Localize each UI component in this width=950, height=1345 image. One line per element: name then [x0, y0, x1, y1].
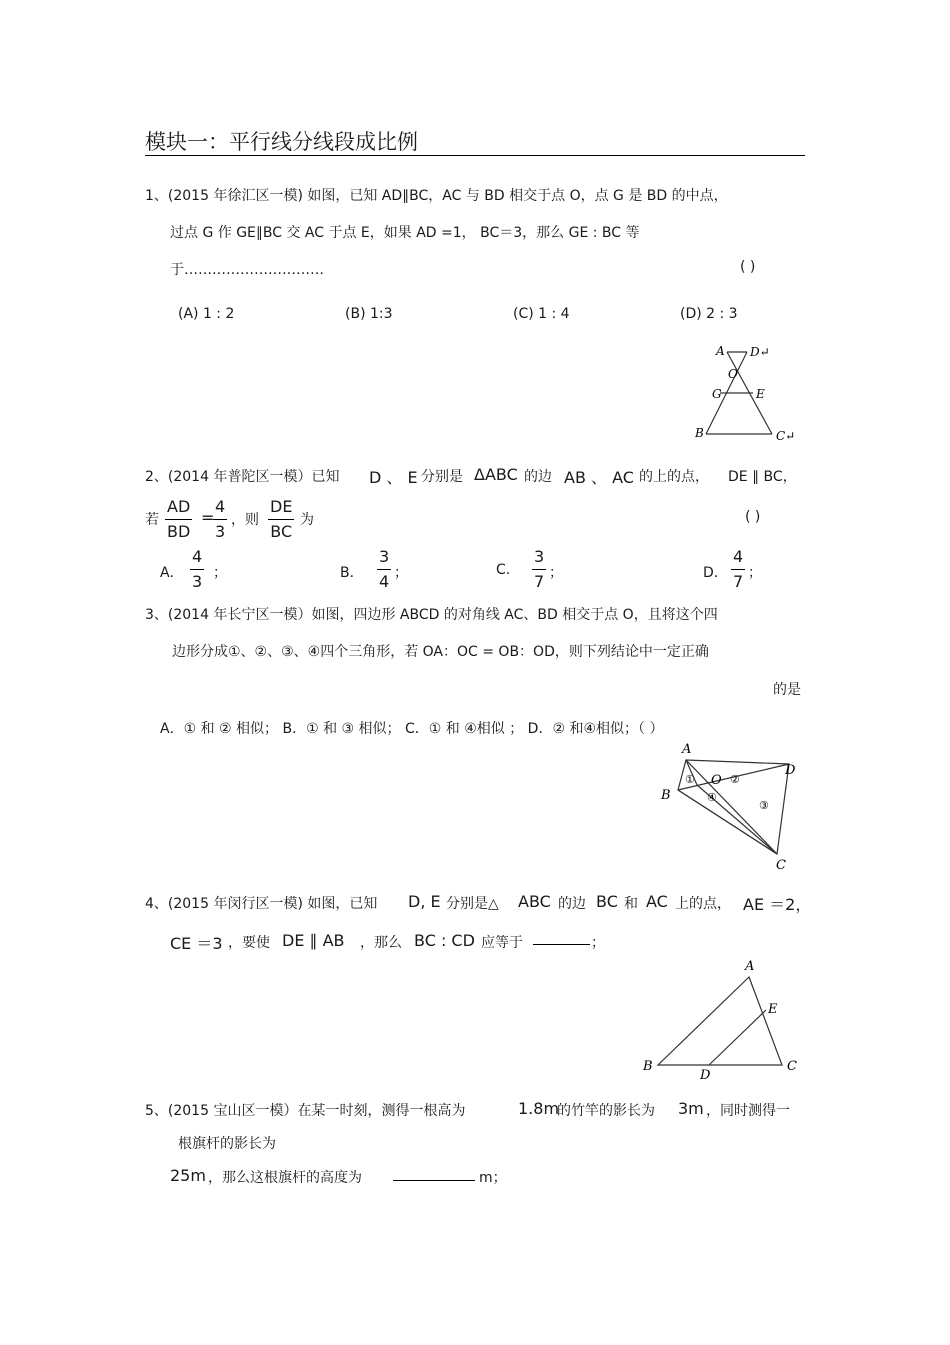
q5-answer-blank[interactable] [393, 1180, 475, 1181]
q2-fraction-de-bc [268, 497, 294, 542]
q2-option-d-tail: ； [748, 565, 762, 581]
q4-figure [635, 955, 810, 1085]
q2-option-a-label: A． [160, 565, 184, 581]
q2-option-c-label: C. [496, 562, 511, 578]
q1-label-g: G [712, 387, 722, 401]
q2-text-bian: 的边 [524, 469, 552, 485]
q5-text-meanwhile: ，同时测得一 [706, 1103, 790, 1119]
q2-option-c-den: 7 [534, 572, 545, 591]
q2-option-d-num: 4 [731, 547, 745, 570]
q5-text-height: ，那么这根旗杆的高度为 [208, 1170, 362, 1186]
q2-option-d-fraction [731, 547, 745, 592]
q4-label-e: E [768, 1002, 778, 1017]
q2-text-wei: 为 [300, 512, 314, 528]
q2-answer-paren: ( ) [745, 509, 761, 525]
q2-option-b-fraction [377, 547, 391, 592]
q4-points-de: D, E [408, 892, 441, 911]
q4-text-points: 上的点， [675, 896, 731, 912]
q2-frac2-num: DE [268, 497, 294, 520]
q4-ce-value: CE ＝3 [170, 934, 223, 953]
q2-parallel: DE ∥ BC， [728, 469, 797, 485]
q2-eq-den: 3 [215, 522, 226, 541]
q2-frac1-num: AD [165, 497, 192, 520]
q4-text-bian: 的边 [558, 896, 586, 912]
q3-region-4: ④ [707, 791, 717, 804]
q4-label-d: D [700, 1068, 711, 1083]
q2-intro: 2、(2014 年普陀区一模）已知 [145, 469, 340, 485]
q2-text-points: 的上的点， [639, 469, 709, 485]
q2-sides: AB 、 AC [564, 468, 634, 487]
q3-figure [655, 738, 815, 873]
q2-equals: = [201, 508, 215, 527]
q4-side-ac: AC [646, 892, 668, 911]
q2-frac1-den: BD [167, 522, 191, 541]
q5-text-shadow: 的竹竿的影长为 [557, 1103, 655, 1119]
q1-label-a: A [716, 344, 725, 358]
q3-label-d: D [785, 763, 796, 778]
q3-label-o: O [711, 773, 722, 788]
q2-option-a-tail: ； [213, 565, 227, 581]
q1-option-c: (C) 1 : 4 [513, 306, 570, 322]
q2-option-d-label: D． [703, 565, 728, 581]
q4-side-bc: BC [596, 892, 618, 911]
q5-line2: 根旗杆的影长为 [178, 1136, 276, 1152]
q3-label-c: C [776, 858, 786, 873]
q2-option-b-tail: ； [394, 565, 408, 581]
q2-frac2-den: BC [270, 522, 293, 541]
q1-line2: 过点 G 作 GE∥BC 交 AC 于点 E，如果 AD =1， BC＝3，那么 GE : BC 等 [170, 225, 640, 241]
q1-option-b: (B) 1:3 [345, 306, 393, 322]
q4-answer-blank[interactable] [533, 944, 590, 945]
q1-label-c: C↵ [776, 429, 796, 443]
q4-ae-value: AE ＝2， [743, 895, 812, 914]
q4-text-yaoshi: ，要使 [228, 935, 270, 951]
q2-option-d-den: 7 [733, 572, 744, 591]
q2-text-fenbie: 分别是 [421, 469, 463, 485]
q3-options: A．① 和 ② 相似； B．① 和 ③ 相似； C．① 和 ④相似 ； D．② 和④相似；（ ） [160, 721, 664, 737]
q2-text-ze: ，则 [231, 512, 259, 528]
q2-option-a-fraction [190, 547, 204, 592]
q4-text-namo: ，那么 [360, 935, 402, 951]
q4-intro: 4、(2015 年闵行区一模) 如图，已知 [145, 896, 378, 912]
q4-text-end: ； [591, 935, 605, 951]
q4-text-equals: 应等于 [481, 935, 523, 951]
q1-option-a: (A) 1 : 2 [178, 306, 235, 322]
q2-option-a-num: 4 [190, 547, 204, 570]
q2-option-b-den: 4 [379, 572, 390, 591]
q3-region-2: ② [730, 773, 740, 786]
q5-pole-shadow: 3m [678, 1099, 704, 1118]
q3-line3: 的是 [773, 682, 801, 698]
q3-region-3: ③ [759, 799, 769, 812]
q1-line3: 于………………………… [170, 262, 324, 278]
q4-triangle-abc: ABC [518, 892, 551, 911]
q2-option-c-num: 3 [532, 547, 546, 570]
q2-option-b-num: 3 [377, 547, 391, 570]
q2-eq-num: 4 [213, 497, 227, 520]
q4-parallel: DE ∥ AB [282, 931, 345, 950]
q2-points-de: D 、 E [369, 468, 418, 487]
q1-line1: 1、(2015 年徐汇区一模) 如图，已知 AD∥BC，AC 与 BD 相交于点 O，点 G 是 BD 的中点， [145, 188, 728, 204]
q2-fraction-ad-bd [165, 497, 192, 542]
q2-option-b-label: B． [340, 565, 364, 581]
q4-label-b: B [643, 1059, 653, 1074]
q5-text-unit: m； [479, 1170, 507, 1186]
q4-label-c: C [787, 1059, 797, 1074]
q1-label-b: B [695, 426, 704, 440]
module-title: 模块一：平行线分线段成比例 [145, 130, 418, 154]
q2-text-ruo: 若 [145, 512, 159, 528]
q1-label-e: E [756, 387, 765, 401]
q1-figure [690, 340, 810, 450]
q2-option-c-tail: ； [549, 565, 563, 581]
q3-label-b: B [661, 788, 671, 803]
q5-pole-height: 1.8m [518, 1099, 560, 1118]
q2-option-c-fraction [532, 547, 546, 592]
q3-line1: 3、(2014 年长宁区一模）如图，四边形 ABCD 的对角线 AC、BD 相交于点 O，且将这个四 [145, 607, 718, 623]
q5-intro: 5、(2015 宝山区一模）在某一时刻，测得一根高为 [145, 1103, 466, 1119]
q2-fraction-value [213, 497, 227, 542]
q4-text-fenbie: 分别是△ [446, 896, 499, 912]
q3-region-1: ① [685, 773, 695, 786]
q4-label-a: A [745, 959, 755, 974]
q3-line2: 边形分成①、②、③、④四个三角形，若 OA：OC = OB：OD，则下列结论中一定正确 [172, 644, 709, 660]
q5-flag-shadow: 25m [170, 1166, 206, 1185]
q1-answer-paren: ( ) [740, 259, 756, 275]
q4-text-he: 和 [624, 896, 638, 912]
q1-label-o: O [728, 367, 738, 381]
q1-label-d: D↵ [750, 345, 770, 359]
q3-label-a: A [682, 742, 692, 757]
title-underline [145, 155, 805, 156]
q4-ratio: BC : CD [414, 931, 475, 950]
q1-option-d: (D) 2 : 3 [680, 306, 738, 322]
q2-triangle-abc: ΔABC [474, 465, 518, 484]
q2-option-a-den: 3 [192, 572, 203, 591]
